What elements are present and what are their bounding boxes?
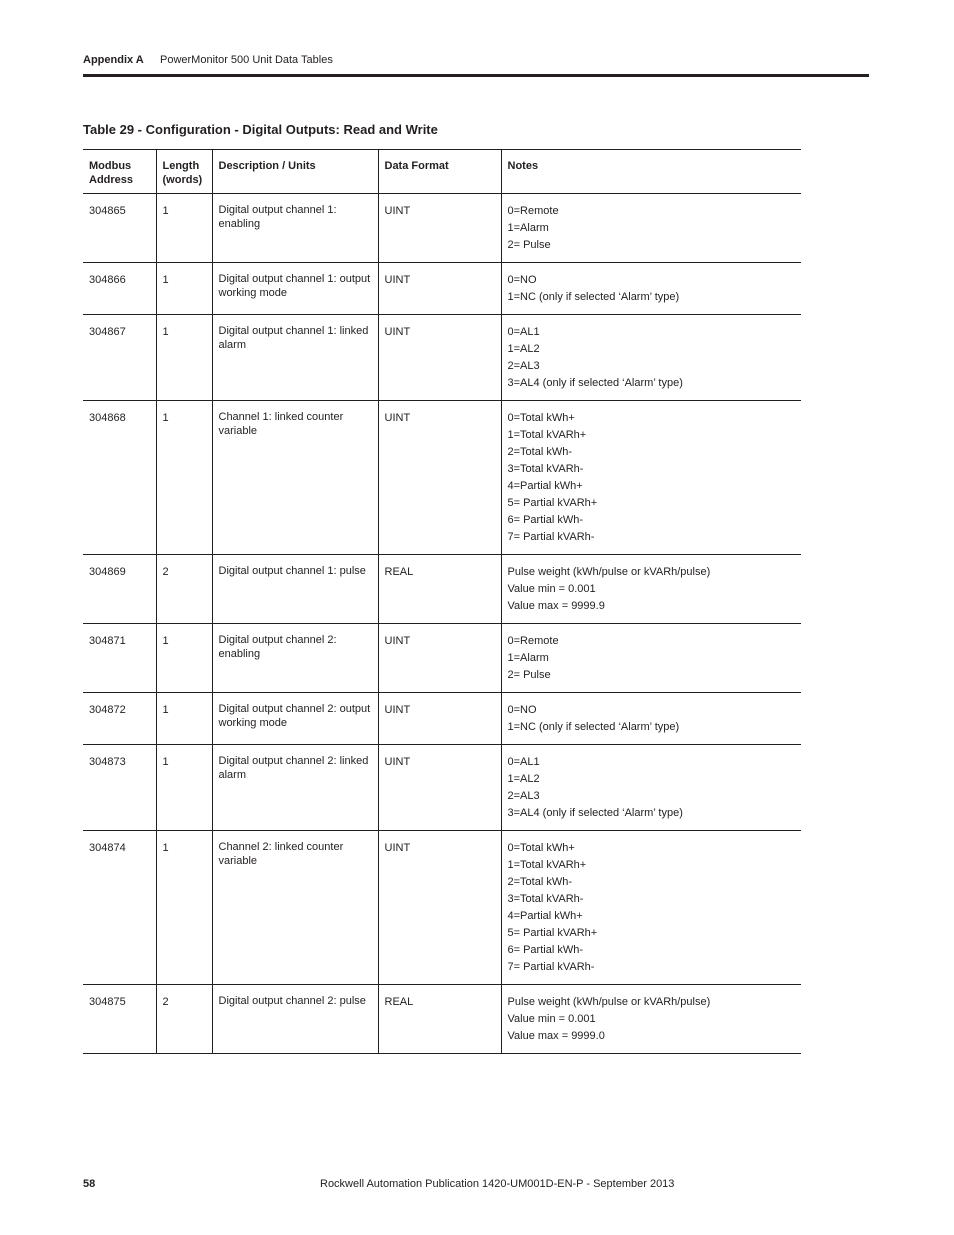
format-cell: REAL bbox=[378, 985, 501, 1054]
length-cell: 2 bbox=[156, 555, 212, 624]
notes-cell bbox=[501, 985, 801, 1054]
note-line: 2= Pulse bbox=[507, 669, 551, 681]
description-cell: Digital output channel 2: pulse bbox=[212, 985, 378, 1054]
column-header: Length (words) bbox=[156, 150, 212, 194]
note-line: Value max = 9999.0 bbox=[507, 1030, 605, 1042]
note-line: Pulse weight (kWh/pulse or kVARh/pulse) bbox=[507, 566, 711, 578]
note-line: 0=Total kWh+ bbox=[507, 842, 575, 854]
appendix-label: Appendix A bbox=[83, 54, 144, 66]
section-title: PowerMonitor 500 Unit Data Tables bbox=[160, 54, 333, 66]
address-cell: 304867 bbox=[83, 315, 156, 401]
note-line: 3=AL4 (only if selected ‘Alarm’ type) bbox=[507, 377, 683, 389]
note-line: Value min = 0.001 bbox=[507, 1013, 596, 1025]
description-cell: Digital output channel 1: enabling bbox=[212, 194, 378, 263]
note-line: 1=Total kVARh+ bbox=[507, 429, 587, 441]
note-line: 3=Total kVARh- bbox=[507, 463, 584, 475]
page-header bbox=[83, 53, 333, 67]
note-line: 0=Total kWh+ bbox=[507, 412, 575, 424]
description-cell: Channel 1: linked counter variable bbox=[212, 401, 378, 555]
format-cell: UINT bbox=[378, 194, 501, 263]
length-cell: 1 bbox=[156, 693, 212, 745]
column-header: Data Format bbox=[378, 150, 501, 194]
description-cell: Digital output channel 1: output working mode bbox=[212, 263, 378, 315]
note-line: 0=AL1 bbox=[507, 326, 540, 338]
note-line: 2=AL3 bbox=[507, 360, 540, 372]
table-body bbox=[83, 194, 801, 1054]
note-line: 2= Pulse bbox=[507, 239, 551, 251]
description-cell: Channel 2: linked counter variable bbox=[212, 831, 378, 985]
note-line: Value min = 0.001 bbox=[507, 583, 596, 595]
description-cell: Digital output channel 2: linked alarm bbox=[212, 745, 378, 831]
digital-outputs-table bbox=[83, 149, 801, 1054]
note-line: 1=Total kVARh+ bbox=[507, 859, 587, 871]
note-line: 6= Partial kWh- bbox=[507, 944, 583, 956]
format-cell: UINT bbox=[378, 315, 501, 401]
note-line: 2=Total kWh- bbox=[507, 446, 572, 458]
format-cell: UINT bbox=[378, 831, 501, 985]
length-cell: 1 bbox=[156, 624, 212, 693]
note-line: 1=Alarm bbox=[507, 652, 549, 664]
format-cell: REAL bbox=[378, 555, 501, 624]
column-header: Modbus Address bbox=[83, 150, 156, 194]
length-cell: 1 bbox=[156, 745, 212, 831]
table-row bbox=[83, 315, 801, 401]
notes-cell bbox=[501, 555, 801, 624]
note-line: 0=NO bbox=[507, 274, 537, 286]
table-row bbox=[83, 194, 801, 263]
notes-cell bbox=[501, 401, 801, 555]
header-rule bbox=[83, 74, 869, 77]
note-line: 6= Partial kWh- bbox=[507, 514, 583, 526]
note-line: 5= Partial kVARh+ bbox=[507, 497, 598, 509]
address-cell: 304868 bbox=[83, 401, 156, 555]
note-line: 1=Alarm bbox=[507, 222, 549, 234]
notes-cell bbox=[501, 624, 801, 693]
description-cell: Digital output channel 2: output working mode bbox=[212, 693, 378, 745]
note-line: 4=Partial kWh+ bbox=[507, 480, 583, 492]
table-row bbox=[83, 745, 801, 831]
table-row bbox=[83, 555, 801, 624]
publication-info: Rockwell Automation Publication 1420-UM001D-EN-P - September 2013 bbox=[320, 1178, 675, 1190]
length-cell: 1 bbox=[156, 401, 212, 555]
column-header: Notes bbox=[501, 150, 801, 194]
length-cell: 1 bbox=[156, 263, 212, 315]
notes-cell bbox=[501, 315, 801, 401]
length-cell: 2 bbox=[156, 985, 212, 1054]
notes-cell bbox=[501, 693, 801, 745]
length-cell: 1 bbox=[156, 194, 212, 263]
notes-cell bbox=[501, 831, 801, 985]
table-row bbox=[83, 401, 801, 555]
address-cell: 304875 bbox=[83, 985, 156, 1054]
note-line: 7= Partial kVARh- bbox=[507, 531, 595, 543]
table-row bbox=[83, 693, 801, 745]
description-cell: Digital output channel 2: enabling bbox=[212, 624, 378, 693]
note-line: 4=Partial kWh+ bbox=[507, 910, 583, 922]
address-cell: 304869 bbox=[83, 555, 156, 624]
note-line: 0=Remote bbox=[507, 205, 559, 217]
table-header-row bbox=[83, 150, 801, 194]
length-cell: 1 bbox=[156, 315, 212, 401]
address-cell: 304873 bbox=[83, 745, 156, 831]
table-row bbox=[83, 624, 801, 693]
description-cell: Digital output channel 1: pulse bbox=[212, 555, 378, 624]
note-line: Value max = 9999.9 bbox=[507, 600, 605, 612]
table-title: Table 29 - Configuration - Digital Outputs: Read and Write bbox=[83, 122, 438, 137]
note-line: 5= Partial kVARh+ bbox=[507, 927, 598, 939]
notes-cell bbox=[501, 194, 801, 263]
note-line: 3=AL4 (only if selected ‘Alarm’ type) bbox=[507, 807, 683, 819]
notes-cell bbox=[501, 263, 801, 315]
page-number: 58 bbox=[83, 1178, 96, 1190]
address-cell: 304865 bbox=[83, 194, 156, 263]
length-cell: 1 bbox=[156, 831, 212, 985]
note-line: 1=NC (only if selected ‘Alarm’ type) bbox=[507, 721, 680, 733]
note-line: 1=AL2 bbox=[507, 773, 540, 785]
note-line: 1=AL2 bbox=[507, 343, 540, 355]
note-line: 7= Partial kVARh- bbox=[507, 961, 595, 973]
notes-cell bbox=[501, 745, 801, 831]
note-line: 3=Total kVARh- bbox=[507, 893, 584, 905]
address-cell: 304872 bbox=[83, 693, 156, 745]
note-line: 2=AL3 bbox=[507, 790, 540, 802]
format-cell: UINT bbox=[378, 401, 501, 555]
note-line: 0=Remote bbox=[507, 635, 559, 647]
note-line: 2=Total kWh- bbox=[507, 876, 572, 888]
address-cell: 304874 bbox=[83, 831, 156, 985]
format-cell: UINT bbox=[378, 745, 501, 831]
note-line: Pulse weight (kWh/pulse or kVARh/pulse) bbox=[507, 996, 711, 1008]
column-header: Description / Units bbox=[212, 150, 378, 194]
format-cell: UINT bbox=[378, 263, 501, 315]
note-line: 0=NO bbox=[507, 704, 537, 716]
description-cell: Digital output channel 1: linked alarm bbox=[212, 315, 378, 401]
table-row bbox=[83, 263, 801, 315]
format-cell: UINT bbox=[378, 693, 501, 745]
address-cell: 304871 bbox=[83, 624, 156, 693]
format-cell: UINT bbox=[378, 624, 501, 693]
address-cell: 304866 bbox=[83, 263, 156, 315]
table-row bbox=[83, 831, 801, 985]
table-row bbox=[83, 985, 801, 1054]
note-line: 1=NC (only if selected ‘Alarm’ type) bbox=[507, 291, 680, 303]
note-line: 0=AL1 bbox=[507, 756, 540, 768]
